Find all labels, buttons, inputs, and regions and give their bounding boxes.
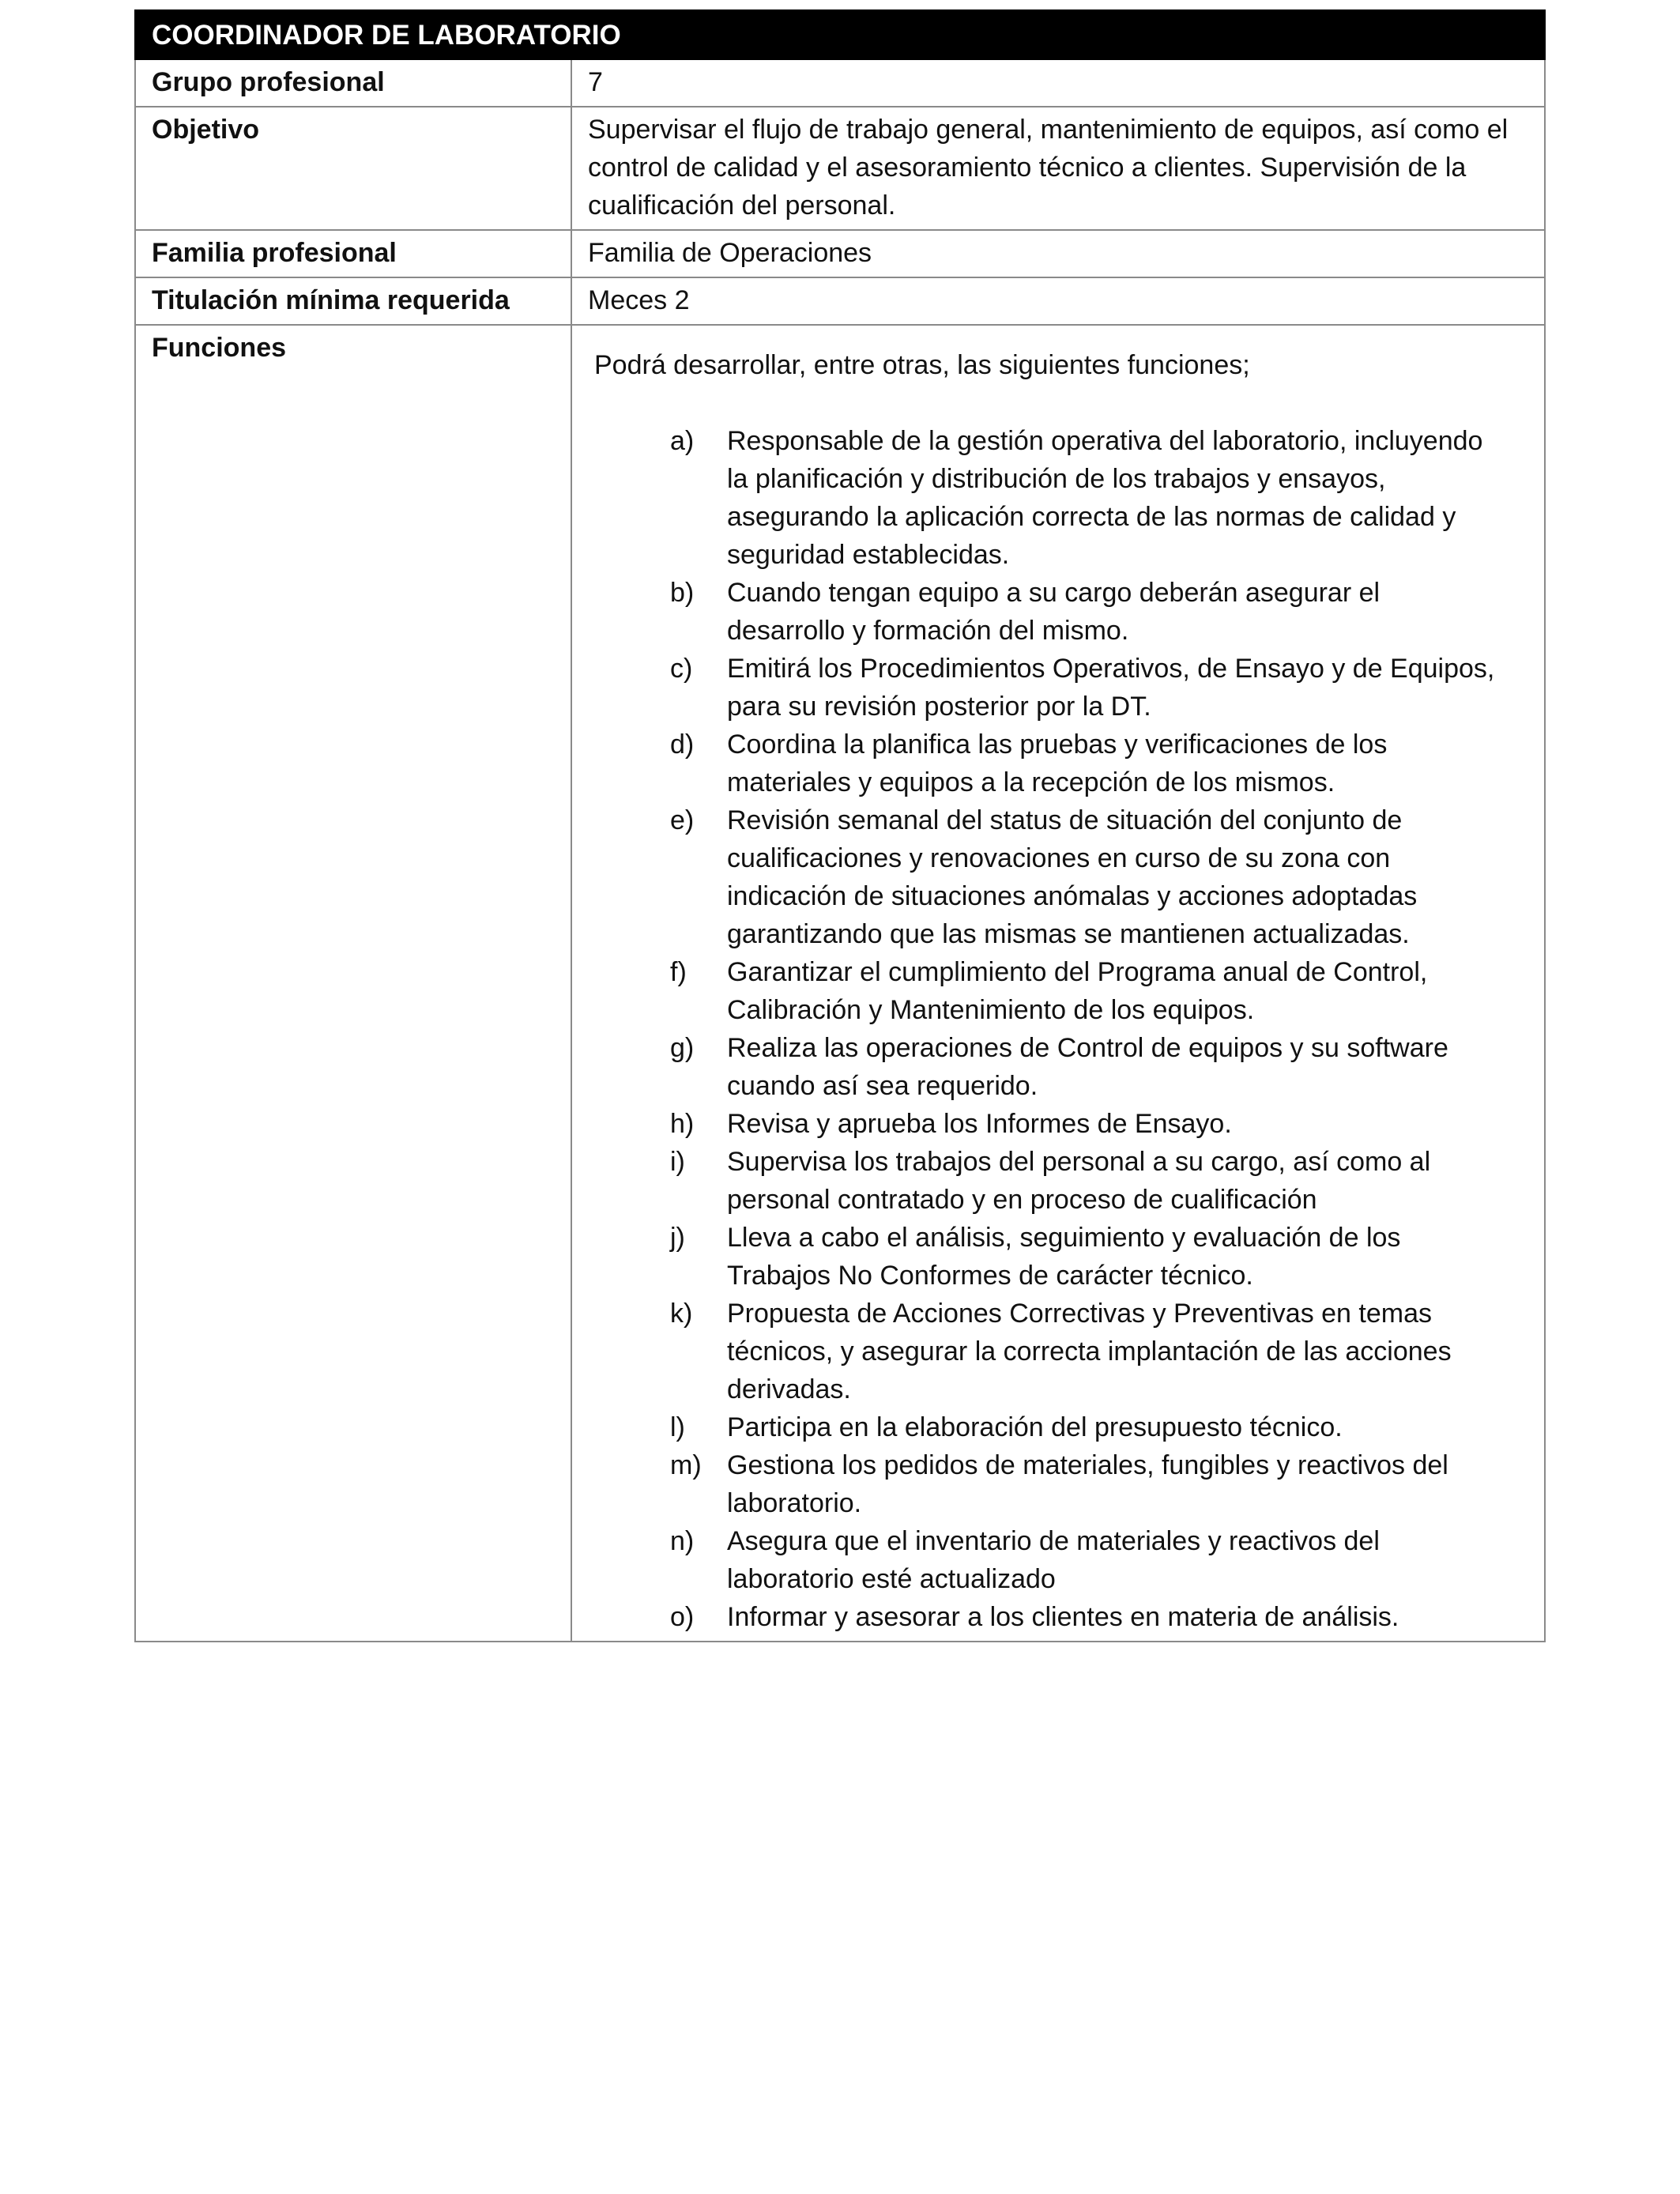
table-header-row xyxy=(135,10,1545,59)
familia-profesional-label: Familia profesional xyxy=(135,230,571,277)
list-item-text: Cuando tengan equipo a su cargo deberán asegurar el desarrollo y formación del mismo. xyxy=(727,578,1381,646)
funciones-value xyxy=(571,325,1545,1642)
list-item-text: Coordina la planifica las pruebas y verificaciones de los materiales y equipos a la recepción de los mismos. xyxy=(727,729,1388,797)
list-marker: l) xyxy=(670,1412,685,1442)
list-marker: g) xyxy=(670,1033,695,1063)
familia-profesional-value: Familia de Operaciones xyxy=(571,230,1545,277)
list-item xyxy=(588,1408,1528,1446)
row-objetivo xyxy=(135,107,1545,230)
objetivo-label: Objetivo xyxy=(135,107,571,230)
list-item xyxy=(588,953,1528,1029)
list-marker: c) xyxy=(670,654,693,684)
list-item-text: Realiza las operaciones de Control de equipos y su software cuando así sea requerido. xyxy=(727,1033,1448,1101)
row-funciones xyxy=(135,325,1545,1642)
list-item-text: Participa en la elaboración del presupuesto técnico. xyxy=(727,1412,1343,1442)
list-marker: h) xyxy=(670,1109,695,1139)
grupo-profesional-label: Grupo profesional xyxy=(135,59,571,107)
list-item xyxy=(588,801,1528,953)
list-item xyxy=(588,422,1528,574)
list-item-text: Gestiona los pedidos de materiales, fungibles y reactivos del laboratorio. xyxy=(727,1450,1448,1518)
list-marker: b) xyxy=(670,578,695,608)
list-item-text: Responsable de la gestión operativa del laboratorio, incluyendo la planificación y distribución de los trabajos y ensayos, asegurando la aplicación correcta de las normas de calidad y seguridad establecidas. xyxy=(727,426,1483,570)
list-item-text: Lleva a cabo el análisis, seguimiento y evaluación de los Trabajos No Conformes de carácter técnico. xyxy=(727,1223,1401,1291)
list-marker: n) xyxy=(670,1526,695,1556)
funciones-list xyxy=(588,422,1528,1636)
list-item xyxy=(588,1219,1528,1295)
funciones-label: Funciones xyxy=(135,325,571,1642)
list-item xyxy=(588,650,1528,726)
list-item xyxy=(588,726,1528,801)
list-marker: i) xyxy=(670,1147,685,1177)
list-item-text: Supervisa los trabajos del personal a su cargo, así como al personal contratado y en proceso de cualificación xyxy=(727,1147,1431,1215)
list-marker: o) xyxy=(670,1602,695,1632)
titulacion-label: Titulación mínima requerida xyxy=(135,277,571,325)
list-item xyxy=(588,1105,1528,1143)
list-marker: j) xyxy=(670,1223,685,1253)
list-item xyxy=(588,1446,1528,1522)
list-marker: f) xyxy=(670,957,687,987)
list-item xyxy=(588,1029,1528,1105)
job-description-table xyxy=(134,9,1546,1642)
list-item-text: Revisión semanal del status de situación del conjunto de cualificaciones y renovaciones en curso de su zona con indicación de situaciones anómalas y acciones adoptadas garantizando que las mismas se mantienen actualizadas. xyxy=(727,805,1418,949)
list-item xyxy=(588,1295,1528,1408)
list-item xyxy=(588,1522,1528,1598)
job-title: COORDINADOR DE LABORATORIO xyxy=(135,10,1545,59)
list-item-text: Emitirá los Procedimientos Operativos, de Ensayo y de Equipos, para su revisión posterior por la DT. xyxy=(727,654,1495,722)
list-item-text: Asegura que el inventario de materiales y reactivos del laboratorio esté actualizado xyxy=(727,1526,1380,1594)
list-item-text: Propuesta de Acciones Correctivas y Preventivas en temas técnicos, y asegurar la correcta implantación de las acciones derivadas. xyxy=(727,1299,1452,1404)
list-marker: d) xyxy=(670,729,695,760)
row-grupo-profesional xyxy=(135,59,1545,107)
list-item xyxy=(588,1598,1528,1636)
list-marker: m) xyxy=(670,1450,702,1480)
list-item-text: Informar y asesorar a los clientes en materia de análisis. xyxy=(727,1602,1399,1632)
list-item-text: Garantizar el cumplimiento del Programa anual de Control, Calibración y Mantenimiento de los equipos. xyxy=(727,957,1428,1025)
list-item xyxy=(588,1143,1528,1219)
list-marker: e) xyxy=(670,805,695,835)
list-item-text: Revisa y aprueba los Informes de Ensayo. xyxy=(727,1109,1232,1139)
funciones-intro: Podrá desarrollar, entre otras, las siguientes funciones; xyxy=(594,350,1250,380)
list-item xyxy=(588,574,1528,650)
row-familia-profesional xyxy=(135,230,1545,277)
grupo-profesional-value: 7 xyxy=(571,59,1545,107)
titulacion-value: Meces 2 xyxy=(571,277,1545,325)
objetivo-value: Supervisar el flujo de trabajo general, mantenimiento de equipos, así como el control de calidad y el asesoramiento técnico a clientes. Supervisión de la cualificación del personal. xyxy=(571,107,1545,230)
list-marker: k) xyxy=(670,1299,693,1329)
list-marker: a) xyxy=(670,426,695,456)
row-titulacion xyxy=(135,277,1545,325)
